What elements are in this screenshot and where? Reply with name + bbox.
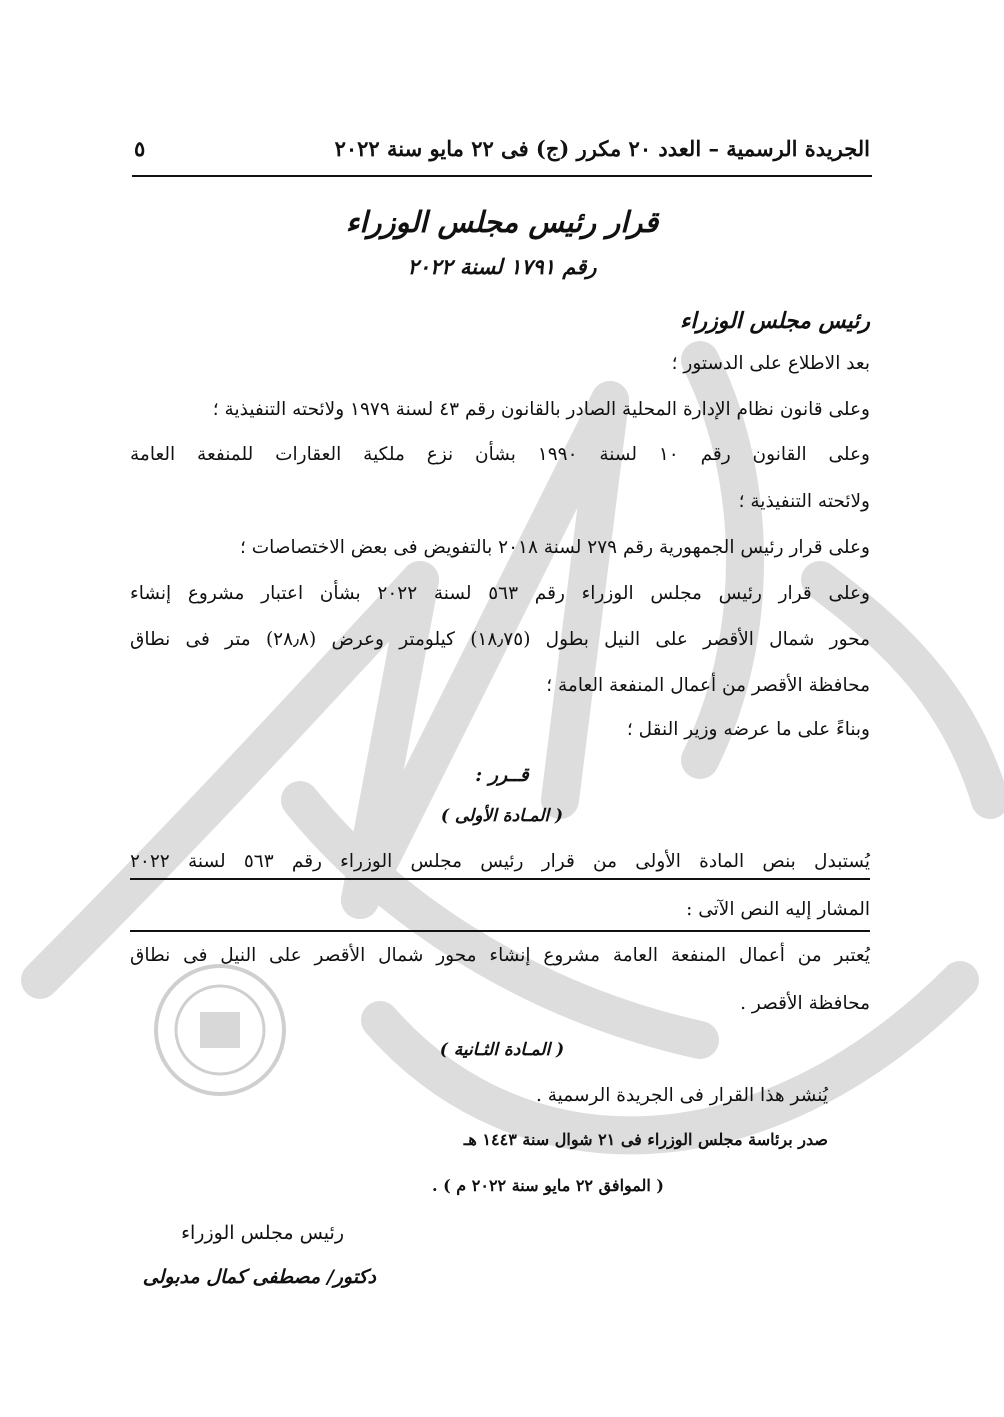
signature-title: رئيس مجلس الوزراء <box>181 1222 344 1244</box>
recital-5: وعلى قرار رئيس مجلس الوزراء رقم ٥٦٣ لسنة ٢٠٢٢ بشأن اعتبار مشروع إنشاء <box>130 583 870 604</box>
recital-5-end: محافظة الأقصر من أعمال المنفعة العامة ؛ <box>546 675 870 696</box>
recital-6: وبناءً على ما عرضه وزير النقل ؛ <box>626 719 870 740</box>
header-title: الجريدة الرسمية – العدد ٢٠ مكرر (ج) فى ٢٢ مايو سنة ٢٠٢٢ <box>334 135 870 161</box>
signature-name: دكتور/ مصطفى كمال مدبولى <box>142 1266 376 1288</box>
article-1-line-2: المشار إليه النص الآتى : <box>686 899 870 920</box>
recital-2 <box>130 398 870 422</box>
corresponding-line: ( الموافق ٢٢ مايو سنة ٢٠٢٢ م ) . <box>432 1176 664 1195</box>
recital-4: وعلى قرار رئيس الجمهورية رقم ٢٧٩ لسنة ٢٠١٨ بالتفويض فى بعض الاختصاصات ؛ <box>239 537 870 558</box>
recital-5-cont: محور شمال الأقصر على النيل بطول (١٨٫٧٥) كيلومتر وعرض (٢٨٫٨) متر فى نطاق <box>130 629 870 650</box>
article-1-line-4: محافظة الأقصر . <box>740 993 870 1014</box>
article-1-line-1: يُستبدل بنص المادة الأولى من قرار رئيس مجلس الوزراء رقم ٥٦٣ لسنة ٢٠٢٢ <box>130 851 871 872</box>
recital-3: وعلى القانون رقم ١٠ لسنة ١٩٩٠ بشأن نزع ملكية العقارات للمنفعة العامة <box>130 444 870 465</box>
recital-1-text: بعد الاطلاع على الدستور ؛ <box>671 353 870 374</box>
header-divider <box>132 175 872 177</box>
underline-1 <box>130 878 870 880</box>
issued-line: صدر برئاسة مجلس الوزراء فى ٢١ شوال سنة ١٤٤٣ هـ <box>463 1130 828 1149</box>
decree-title: قرار رئيس مجلس الوزراء <box>345 205 659 239</box>
article-2-heading: ( المـادة الثـانية ) <box>439 1040 565 1060</box>
article-1-heading: ( المـادة الأولى ) <box>440 806 564 826</box>
issuer-heading: رئيس مجلس الوزراء <box>680 308 870 334</box>
recital-3-cont: ولائحته التنفيذية ؛ <box>738 491 870 512</box>
article-1-line-3: يُعتبر من أعمال المنفعة العامة مشروع إنشاء محور شمال الأقصر على النيل فى نطاق <box>130 945 870 966</box>
recital-1 <box>130 352 870 376</box>
decided-label: قــرر : <box>475 764 529 786</box>
recital-2-text: وعلى قانون نظام الإدارة المحلية الصادر بالقانون رقم ٤٣ لسنة ١٩٧٩ ولائحته التنفيذية ؛ <box>212 399 870 420</box>
page-header <box>134 128 870 168</box>
decree-number: رقم ١٧٩١ لسنة ٢٠٢٢ <box>407 254 597 279</box>
underline-2 <box>130 930 870 932</box>
article-2-text: يُنشر هذا القرار فى الجريدة الرسمية . <box>535 1085 828 1106</box>
page-number: ٥ <box>134 135 146 161</box>
seal-stamp <box>150 960 290 1100</box>
